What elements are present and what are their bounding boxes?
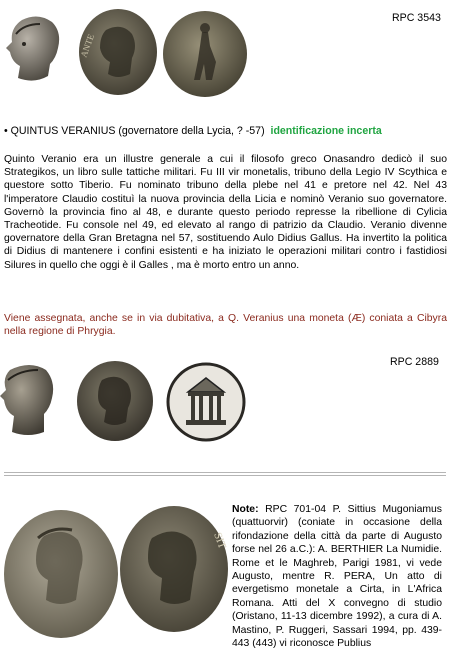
biography-paragraph: Quinto Veranio era un illustre generale a cui il filosofo greco Onasandro dedicò il suo Strategikos, un libro sulle tattiche militari. Fu III vir monetalis, tribuno della Legio IV Scythica e questore sotto Tiberio. Fu nominato tribuno della plebe nel 41 e pretore nel 42. Nel 43 l'imperatore Claudio costituì la nuova provincia della Licia e nominò Veranio suo governatore. Governò la provincia fino al 48, e durante questo periodo represse la ribellione di Cylicia Tracheotide. Fu console nel 49, ed elevato al rango di patrizio da Claudio. Veranio divenne governatore della Gran Bretagna nel 57, sostituendo Aulo Didius Gallus. Ha invertito la politica di Didius di mantenere i confini esistenti e ha iniziato le operazioni militari contro i fastidiosi Silures in quello che oggi è il Galles , ma è morto entro un anno.	[4, 154, 447, 271]
coin-reverse-temple-image	[166, 362, 246, 442]
svg-text:ANTE: ANTE	[78, 32, 97, 59]
note-label: Note:	[232, 504, 259, 515]
coin-reverse-image-3	[118, 504, 230, 634]
note-text-column	[232, 503, 442, 650]
svg-text:SIT: SIT	[211, 530, 229, 551]
bust-portrait-image-2	[0, 362, 62, 440]
note-text: RPC 701-04 P. Sittius Mugoniamus (quattuorvir) (coniate in occasione della rifondazione della città da parte di Augusto forse nel 26 a.C.): A. BERTHIER La Numidie. Rome et le Maghreb, Parigi 1981, vi vede Augusto, mentre R. PERA, Un atto di evergetismo monetale a Cirta, in L'Africa Romana. Atti del X convegno di studio (Oristano, 11-13 dicembre 1992), a cura di A. Mastino, P. Ruggeri, Sassari 1994, pp. 439-443 (443) vi riconosce Publius	[232, 504, 442, 650]
coin-obverse-image-1	[78, 8, 158, 96]
uncertain-identification-tag: identificazione incerta	[270, 125, 382, 137]
bust-portrait-image-1	[4, 14, 66, 88]
separator-line-1	[4, 472, 446, 473]
coin-obverse-image-3	[2, 508, 120, 640]
rpc-label-1: RPC 3543	[392, 12, 441, 24]
rpc-label-2: RPC 2889	[390, 356, 439, 368]
section-heading	[4, 125, 448, 137]
heading-name: • QUINTUS VERANIUS (governatore della Lycia, ? -57)	[4, 125, 265, 137]
attribution-note: Viene assegnata, anche se in via dubitativa, a Q. Veranius una moneta (Æ) coniata a Cibyra nella regione di Phrygia.	[4, 313, 447, 338]
coin-obverse-image-2	[76, 360, 154, 442]
separator-line-2	[4, 475, 446, 476]
coin-reverse-image-1	[162, 10, 248, 98]
